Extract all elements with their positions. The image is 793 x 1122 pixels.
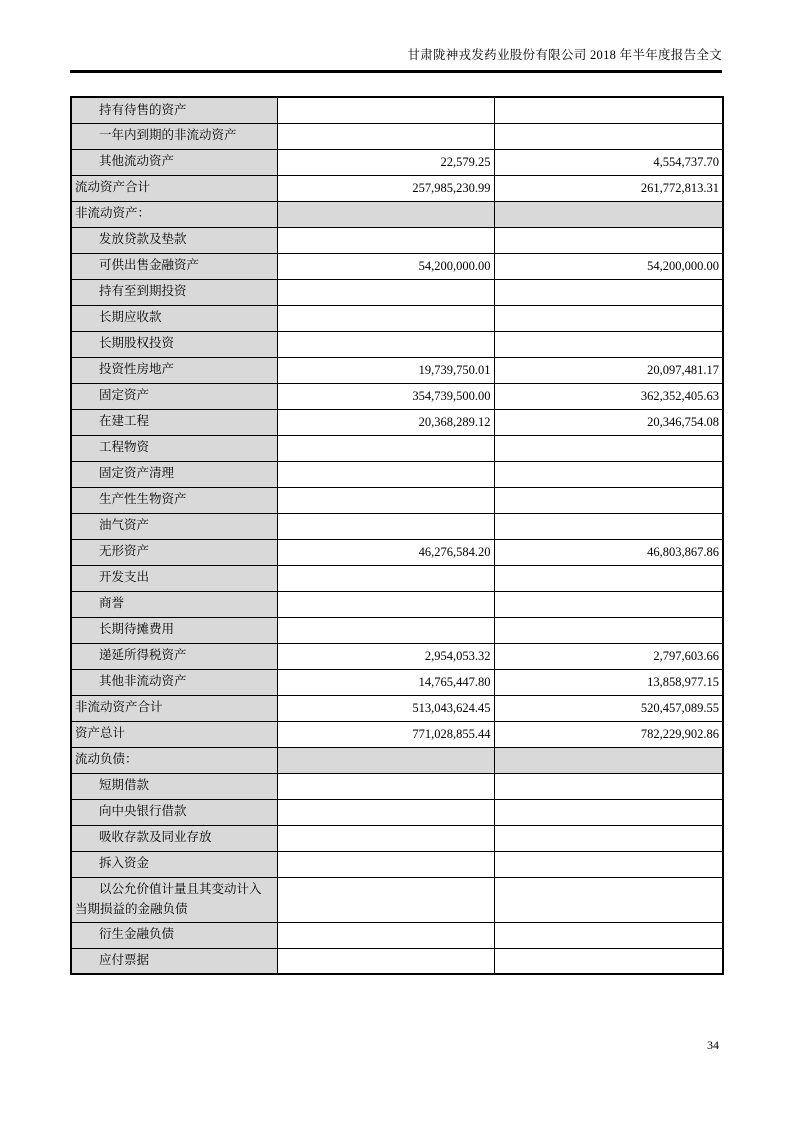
item-label: 可供出售金融资产 [71,253,277,279]
item-label: 以公允价值计量且其变动计入当期损益的金融负债 [71,877,277,922]
prior-period-value: 2,797,603.66 [494,643,723,669]
item-label: 在建工程 [71,409,277,435]
current-period-value [277,305,494,331]
prior-period-value [494,279,723,305]
prior-period-value: 13,858,977.15 [494,669,723,695]
table-row [71,487,723,513]
item-label: 长期待摊费用 [71,617,277,643]
current-period-value [277,97,494,123]
current-period-value [277,123,494,149]
page-content [70,0,722,975]
prior-period-value: 4,554,737.70 [494,149,723,175]
current-period-value [277,948,494,974]
table-row [71,721,723,747]
item-label: 工程物资 [71,435,277,461]
prior-period-value [494,948,723,974]
item-label: 短期借款 [71,773,277,799]
current-period-value [277,279,494,305]
item-label: 非流动资产合计 [71,695,277,721]
current-period-value: 14,765,447.80 [277,669,494,695]
table-row [71,331,723,357]
current-period-value: 22,579.25 [277,149,494,175]
prior-period-value [494,825,723,851]
current-period-value [277,851,494,877]
table-row [71,461,723,487]
prior-period-value [494,617,723,643]
table-row [71,877,723,922]
current-period-value [277,227,494,253]
table-row [71,948,723,974]
prior-period-value [494,747,723,773]
prior-period-value: 362,352,405.63 [494,383,723,409]
item-label: 拆入资金 [71,851,277,877]
item-label: 流动负债： [71,747,277,773]
table-row [71,123,723,149]
current-period-value [277,565,494,591]
item-label: 流动资产合计 [71,175,277,201]
table-row [71,851,723,877]
current-period-value [277,799,494,825]
table-row [71,695,723,721]
table-row [71,799,723,825]
prior-period-value [494,487,723,513]
item-label: 资产总计 [71,721,277,747]
item-label: 开发支出 [71,565,277,591]
table-row [71,305,723,331]
table-row [71,591,723,617]
table-row [71,253,723,279]
current-period-value [277,617,494,643]
item-label: 非流动资产： [71,201,277,227]
item-label: 一年内到期的非流动资产 [71,123,277,149]
prior-period-value [494,97,723,123]
current-period-value: 20,368,289.12 [277,409,494,435]
prior-period-value [494,123,723,149]
prior-period-value: 20,097,481.17 [494,357,723,383]
prior-period-value [494,461,723,487]
item-label: 投资性房地产 [71,357,277,383]
table-row [71,279,723,305]
current-period-value: 46,276,584.20 [277,539,494,565]
table-row [71,747,723,773]
prior-period-value [494,851,723,877]
prior-period-value [494,331,723,357]
table-row [71,357,723,383]
table-row [71,617,723,643]
document-header [70,47,722,73]
current-period-value [277,513,494,539]
item-label: 固定资产清理 [71,461,277,487]
table-row [71,409,723,435]
item-label: 发放贷款及垫款 [71,227,277,253]
item-label: 持有待售的资产 [71,97,277,123]
current-period-value: 513,043,624.45 [277,695,494,721]
item-label: 吸收存款及同业存放 [71,825,277,851]
prior-period-value [494,877,723,922]
prior-period-value [494,799,723,825]
current-period-value [277,331,494,357]
page-number: 34 [707,1038,719,1052]
table-row [71,513,723,539]
current-period-value [277,877,494,922]
prior-period-value: 20,346,754.08 [494,409,723,435]
table-row [71,922,723,948]
current-period-value [277,747,494,773]
table-row [71,643,723,669]
current-period-value [277,591,494,617]
item-label: 其他流动资产 [71,149,277,175]
prior-period-value: 261,772,813.31 [494,175,723,201]
current-period-value [277,773,494,799]
item-label: 应付票据 [71,948,277,974]
table-row [71,565,723,591]
item-label: 衍生金融负债 [71,922,277,948]
table-row [71,201,723,227]
table-row [71,435,723,461]
table-row [71,227,723,253]
current-period-value: 354,739,500.00 [277,383,494,409]
prior-period-value: 520,457,089.55 [494,695,723,721]
table-row [71,539,723,565]
table-row [71,97,723,123]
current-period-value: 19,739,750.01 [277,357,494,383]
current-period-value [277,461,494,487]
prior-period-value [494,591,723,617]
current-period-value: 2,954,053.32 [277,643,494,669]
header-title: 甘肃陇神戎发药业股份有限公司 2018 年半年度报告全文 [407,48,722,62]
item-label: 无形资产 [71,539,277,565]
current-period-value: 771,028,855.44 [277,721,494,747]
item-label: 长期股权投资 [71,331,277,357]
current-period-value [277,487,494,513]
item-label: 油气资产 [71,513,277,539]
table-row [71,825,723,851]
item-label: 固定资产 [71,383,277,409]
current-period-value [277,435,494,461]
table-row [71,149,723,175]
prior-period-value [494,922,723,948]
table-row [71,773,723,799]
current-period-value: 54,200,000.00 [277,253,494,279]
prior-period-value: 46,803,867.86 [494,539,723,565]
current-period-value [277,201,494,227]
item-label: 商誉 [71,591,277,617]
item-label: 持有至到期投资 [71,279,277,305]
prior-period-value [494,435,723,461]
table-row [71,383,723,409]
item-label: 长期应收款 [71,305,277,331]
prior-period-value [494,305,723,331]
prior-period-value [494,565,723,591]
balance-sheet-body [71,97,723,974]
item-label: 向中央银行借款 [71,799,277,825]
balance-sheet-table [70,96,724,975]
current-period-value [277,922,494,948]
current-period-value [277,825,494,851]
table-row [71,175,723,201]
prior-period-value [494,201,723,227]
current-period-value: 257,985,230.99 [277,175,494,201]
item-label: 其他非流动资产 [71,669,277,695]
item-label: 生产性生物资产 [71,487,277,513]
prior-period-value: 54,200,000.00 [494,253,723,279]
prior-period-value [494,773,723,799]
prior-period-value [494,513,723,539]
prior-period-value [494,227,723,253]
prior-period-value: 782,229,902.86 [494,721,723,747]
item-label: 递延所得税资产 [71,643,277,669]
table-row [71,669,723,695]
